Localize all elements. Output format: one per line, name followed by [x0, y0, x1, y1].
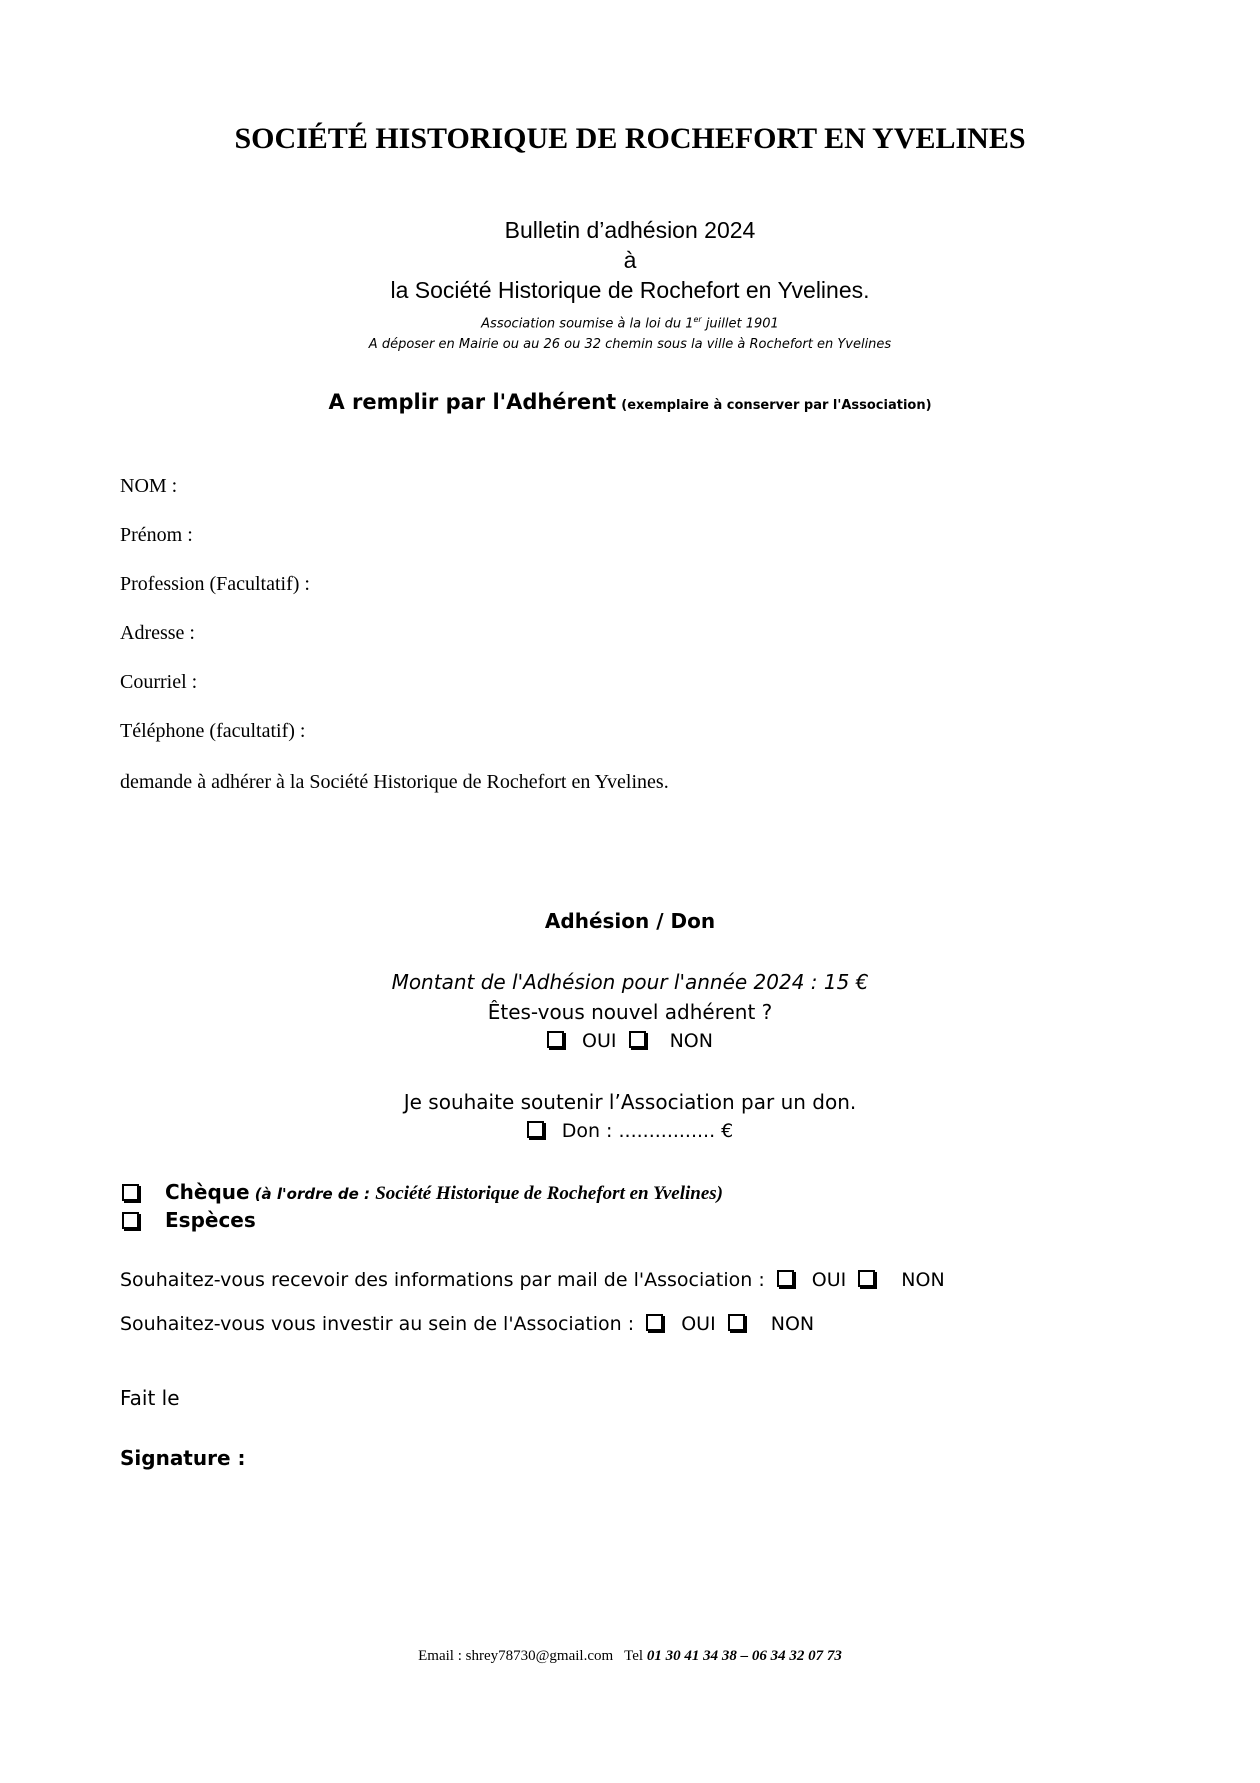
- donation-amount-field[interactable]: Don : ................ €: [561, 1120, 734, 1142]
- association-title: SOCIÉTÉ HISTORIQUE DE ROCHEFORT EN YVELINES: [234, 122, 1026, 155]
- footer-contact: [0, 1648, 1260, 1665]
- new-member-question: Êtes-vous nouvel adhérent ?: [487, 1000, 773, 1024]
- new-member-oui-checkbox[interactable]: [547, 1031, 564, 1048]
- donation-line: Je souhaite soutenir l’Association par un don.: [403, 1090, 857, 1114]
- deposit-note: A déposer en Mairie ou au 26 ou 32 chemin sous la ville à Rochefort en Yvelines: [368, 337, 892, 352]
- fill-heading-note: (exemplaire à conserver par l'Association): [621, 398, 932, 413]
- new-member-non-label: NON: [669, 1030, 713, 1052]
- field-prenom: Prénom :: [120, 524, 193, 546]
- fill-heading-main: A remplir par l'Adhérent: [328, 390, 617, 414]
- field-profession: Profession (Facultatif) :: [120, 573, 310, 595]
- mail-info-label: Souhaitez-vous recevoir des informations par mail de l'Association :: [120, 1269, 765, 1291]
- mail-info-oui-label: OUI: [811, 1269, 847, 1291]
- mail-info-oui-checkbox[interactable]: [777, 1270, 794, 1287]
- especes-label: Espèces: [165, 1208, 256, 1232]
- invest-question: [120, 1313, 814, 1335]
- field-courriel: Courriel :: [120, 671, 198, 693]
- signature-label: Signature :: [120, 1446, 246, 1470]
- field-telephone: Téléphone (facultatif) :: [120, 720, 306, 742]
- cheque-checkbox[interactable]: [122, 1184, 139, 1201]
- donation-checkbox[interactable]: [527, 1121, 544, 1138]
- bulletin-preposition: à: [623, 247, 637, 273]
- bulletin-society-name: la Société Historique de Rochefort en Yvelines.: [390, 277, 870, 303]
- invest-label: Souhaitez-vous vous investir au sein de l'Association :: [120, 1313, 635, 1335]
- payment-especes: [122, 1208, 256, 1232]
- mail-info-non-label: NON: [901, 1269, 945, 1291]
- fill-heading: [0, 390, 1260, 414]
- invest-oui-checkbox[interactable]: [646, 1314, 663, 1331]
- membership-heading: Adhésion / Don: [544, 909, 716, 933]
- field-adresse: Adresse :: [120, 622, 195, 644]
- new-member-non-checkbox[interactable]: [629, 1031, 646, 1048]
- donation-field: [0, 1120, 1260, 1142]
- especes-checkbox[interactable]: [122, 1212, 139, 1229]
- field-nom: NOM :: [120, 475, 178, 497]
- invest-oui-label: OUI: [681, 1313, 716, 1335]
- law-note-prefix: Association soumise à la loi du 1: [481, 316, 694, 332]
- law-note-suffix: juillet 1901: [701, 316, 779, 332]
- bulletin-title: Bulletin d’adhésion 2024: [504, 217, 756, 243]
- footer-email: Email : shrey78730@gmail.com: [418, 1648, 614, 1664]
- new-member-options: [0, 1030, 1260, 1052]
- law-note: [0, 315, 1260, 331]
- membership-amount: Montant de l'Adhésion pour l'année 2024 : 15 €: [391, 970, 869, 994]
- new-member-oui-label: OUI: [582, 1030, 617, 1052]
- cheque-label: Chèque: [165, 1180, 250, 1204]
- mail-info-non-checkbox[interactable]: [858, 1270, 875, 1287]
- invest-non-label: NON: [770, 1313, 815, 1335]
- footer-tel-label: Tel: [624, 1648, 644, 1664]
- cheque-note-name: Société Historique de Rochefort en Yvelines): [375, 1183, 724, 1204]
- payment-cheque: [122, 1180, 723, 1205]
- mail-info-question: [120, 1269, 945, 1291]
- law-note-superscript: er: [693, 315, 702, 324]
- invest-non-checkbox[interactable]: [728, 1314, 745, 1331]
- fait-le: Fait le: [120, 1386, 180, 1410]
- membership-request: demande à adhérer à la Société Historique de Rochefort en Yvelines.: [120, 771, 669, 793]
- footer-tel-numbers: 01 30 41 34 38 – 06 34 32 07 73: [646, 1648, 842, 1664]
- cheque-note-prefix: (à l'ordre de :: [254, 1185, 376, 1203]
